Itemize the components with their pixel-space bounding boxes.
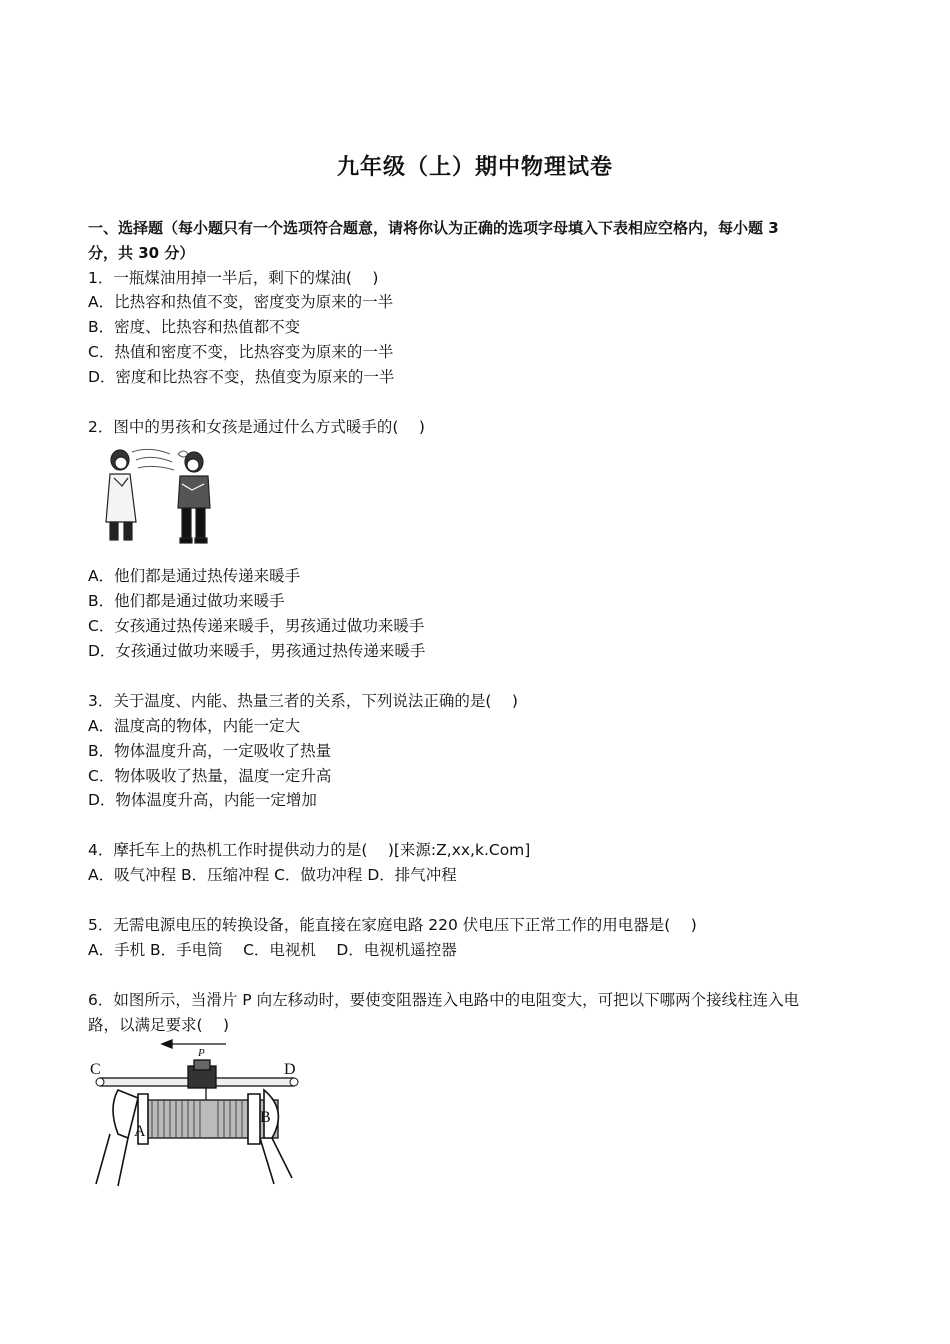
question-1-option-a: A．比热容和热值不变，密度变为原来的一半 bbox=[88, 293, 394, 311]
question-3-stem: 3．关于温度、内能、热量三者的关系，下列说法正确的是( ) bbox=[88, 692, 518, 710]
question-1-option-b: B．密度、比热容和热值都不变 bbox=[88, 318, 301, 336]
label-c: C bbox=[90, 1061, 101, 1078]
question-3-option-b: B．物体温度升高，一定吸收了热量 bbox=[88, 742, 332, 760]
boy-girl-warming-hands-figure bbox=[92, 444, 222, 550]
section-heading-line1: 一、选择题（每小题只有一个选项符合题意，请将你认为正确的选项字母填入下表相应空格内，每小题 3 bbox=[88, 219, 779, 237]
question-4-options: A．吸气冲程 B．压缩冲程 C．做功冲程 D．排气冲程 bbox=[88, 866, 457, 884]
question-4-stem: 4．摩托车上的热机工作时提供动力的是( )[来源:Z,xx,k.Com] bbox=[88, 841, 531, 859]
label-d: D bbox=[284, 1061, 296, 1078]
question-2-option-c: C．女孩通过热传递来暖手，男孩通过做功来暖手 bbox=[88, 617, 425, 635]
question-1-option-c: C．热值和密度不变，比热容变为原来的一半 bbox=[88, 343, 394, 361]
label-b: B bbox=[260, 1109, 271, 1126]
page-title: 九年级（上）期中物理试卷 bbox=[336, 155, 613, 180]
question-3-option-c: C．物体吸收了热量，温度一定升高 bbox=[88, 767, 332, 785]
question-6-stem-line2: 路，以满足要求( ) bbox=[88, 1016, 230, 1034]
question-1-stem: 1．一瓶煤油用掉一半后，剩下的煤油( ) bbox=[88, 269, 379, 287]
question-1-option-d: D．密度和比热容不变，热值变为原来的一半 bbox=[88, 368, 395, 386]
question-2-stem: 2．图中的男孩和女孩是通过什么方式暖手的( ) bbox=[88, 418, 425, 436]
question-3-option-a: A．温度高的物体，内能一定大 bbox=[88, 717, 301, 735]
question-2-option-a: A．他们都是通过热传递来暖手 bbox=[88, 567, 301, 585]
question-5-stem: 5．无需电源电压的转换设备，能直接在家庭电路 220 伏电压下正常工作的用电器是( ) bbox=[88, 916, 697, 934]
question-5-options: A．手机 B．手电筒 C．电视机 D．电视机遥控器 bbox=[88, 941, 457, 959]
question-2-option-b: B．他们都是通过做功来暖手 bbox=[88, 592, 285, 610]
question-3-option-d: D．物体温度升高，内能一定增加 bbox=[88, 791, 317, 809]
section-heading-line2: 分，共 30 分） bbox=[88, 244, 195, 262]
label-p: P bbox=[198, 1047, 205, 1059]
label-a: A bbox=[134, 1123, 146, 1140]
sliding-rheostat-figure bbox=[88, 1038, 304, 1190]
question-6-stem-line1: 6．如图所示，当滑片 P 向左移动时，要使变阻器连入电路中的电阻变大，可把以下哪两个接线柱连入电 bbox=[88, 991, 800, 1009]
question-2-option-d: D．女孩通过做功来暖手，男孩通过热传递来暖手 bbox=[88, 642, 426, 660]
section-heading bbox=[88, 216, 868, 266]
